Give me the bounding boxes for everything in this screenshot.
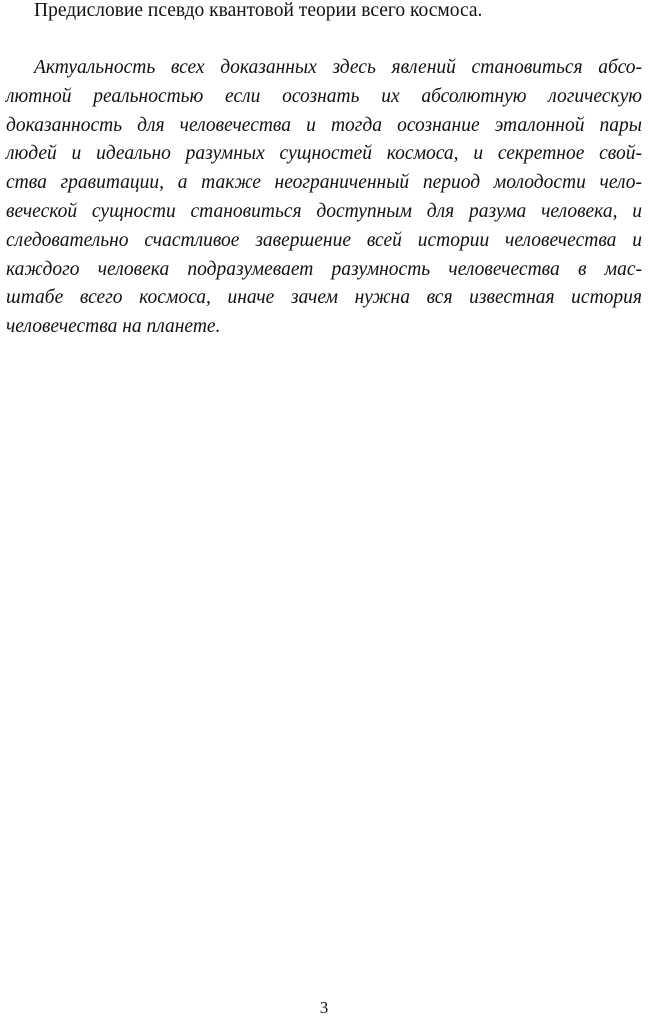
- paragraph-line: людей и идеально разумных сущностей космоса, и секретное свой-: [6, 143, 642, 165]
- page-heading: Предисловие псевдо квантовой теории всего космоса.: [34, 0, 483, 21]
- page-number: 3: [319, 998, 329, 1017]
- paragraph-line: лютной реальностью если осознать их абсолютную логическую: [6, 85, 642, 107]
- paragraph-line: веческой сущности становиться доступным для разума человека, и: [6, 200, 642, 222]
- paragraph-line: следовательно счастливое завершение всей истории человечества и: [6, 229, 642, 251]
- preface-paragraph: [6, 54, 642, 342]
- paragraph-line: ства гравитации, а также неограниченный период молодости чело-: [6, 172, 642, 194]
- paragraph-line: доказанность для человечества и тогда осознание эталонной пары: [6, 114, 642, 136]
- paragraph-line: человечества на планете.: [6, 316, 221, 338]
- paragraph-line: Актуальность всех доказанных здесь явлений становиться абсо-: [34, 57, 642, 78]
- paragraph-line: штабе всего космоса, иначе зачем нужна вся известная история: [6, 287, 642, 309]
- paragraph-line: каждого человека подразумевает разумность человечества в мас-: [6, 258, 642, 280]
